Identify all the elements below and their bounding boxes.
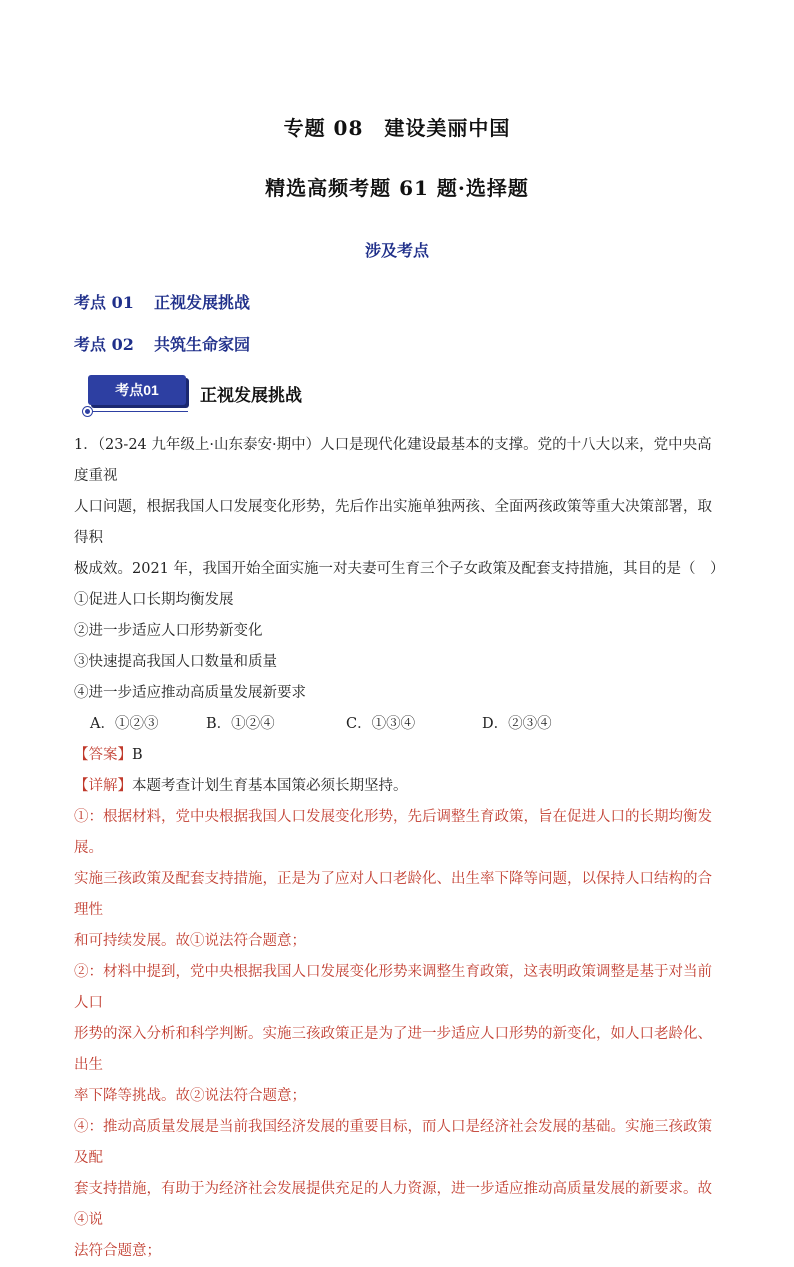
option-d[interactable]: D．②③④	[482, 716, 552, 732]
option-a[interactable]: A．①②③	[90, 716, 159, 732]
answer-tag: 【答案】	[74, 747, 132, 763]
kaodian-number: 考点 02	[74, 335, 134, 354]
bullet-dot-icon	[82, 406, 93, 417]
question-stem-line: 1．（23-24 九年级上·山东泰安·期中）人口是现代化建设最基本的支撑。党的十八大以来，党中央高度重视	[74, 437, 712, 484]
detail-text: 本题考查计划生育基本国策必须长期坚持。	[132, 778, 408, 794]
kaodian-item-2[interactable]	[74, 332, 250, 355]
document-title: 专题 08 建设美丽中国	[283, 116, 511, 140]
detail-tag: 【详解】	[74, 778, 132, 794]
answer-value: B	[132, 747, 143, 763]
document-subtitle: 精选高频考题 61 题·选择题	[265, 176, 529, 200]
question-item: ③快速提高我国人口数量和质量	[74, 654, 277, 670]
question-block	[74, 430, 725, 1267]
option-c[interactable]: C．①③④	[346, 716, 416, 732]
analysis-line: 率下降等挑战。故②说法符合题意；	[74, 1088, 306, 1104]
kaodian-number: 考点 01	[74, 293, 134, 312]
section-banner	[80, 373, 480, 423]
analysis-line: 法符合题意；	[74, 1243, 161, 1259]
analysis-line: 和可持续发展。故①说法符合题意；	[74, 933, 306, 949]
banner-underline	[84, 411, 188, 412]
section-badge: 考点01	[88, 375, 186, 405]
section-label: 涉及考点	[364, 241, 429, 260]
detail-line	[74, 771, 722, 802]
answer-line	[74, 740, 722, 771]
option-b[interactable]: B．①②④	[206, 716, 275, 732]
analysis-line: 套支持措施，有助于为经济社会发展提供充足的人力资源，进一步适应推动高质量发展的新要求。故④说	[74, 1181, 712, 1228]
question-item: ②进一步适应人口形势新变化	[74, 623, 263, 639]
section-title: 正视发展挑战	[200, 386, 302, 406]
question-item: ①促进人口长期均衡发展	[74, 592, 234, 608]
analysis-line: ②：材料中提到，党中央根据我国人口发展变化形势来调整生育政策，这表明政策调整是基于对当前人口	[74, 964, 712, 1011]
kaodian-item-1[interactable]	[74, 290, 250, 313]
question-stem-line: 极成效。2021 年，我国开始全面实施一对夫妻可生育三个子女政策及配套支持措施，其目的是（ ）	[74, 561, 725, 577]
kaodian-name: 共筑生命家园	[154, 335, 251, 354]
analysis-line: 实施三孩政策及配套支持措施，正是为了应对人口老龄化、出生率下降等问题，以保持人口结构的合理性	[74, 871, 712, 918]
question-stem-line: 人口问题，根据我国人口发展变化形势，先后作出实施单独两孩、全面两孩政策等重大决策部署，取得积	[74, 499, 712, 546]
kaodian-name: 正视发展挑战	[154, 293, 251, 312]
analysis-line: ①：根据材料，党中央根据我国人口发展变化形势，先后调整生育政策，旨在促进人口的长期均衡发展。	[74, 809, 712, 856]
question-item: ④进一步适应推动高质量发展新要求	[74, 685, 306, 701]
analysis-line: 形势的深入分析和科学判断。实施三孩政策正是为了进一步适应人口形势的新变化，如人口老龄化、出生	[74, 1026, 712, 1073]
answer-options	[74, 709, 722, 740]
analysis-line: ④：推动高质量发展是当前我国经济发展的重要目标，而人口是经济社会发展的基础。实施三孩政策及配	[74, 1119, 712, 1166]
